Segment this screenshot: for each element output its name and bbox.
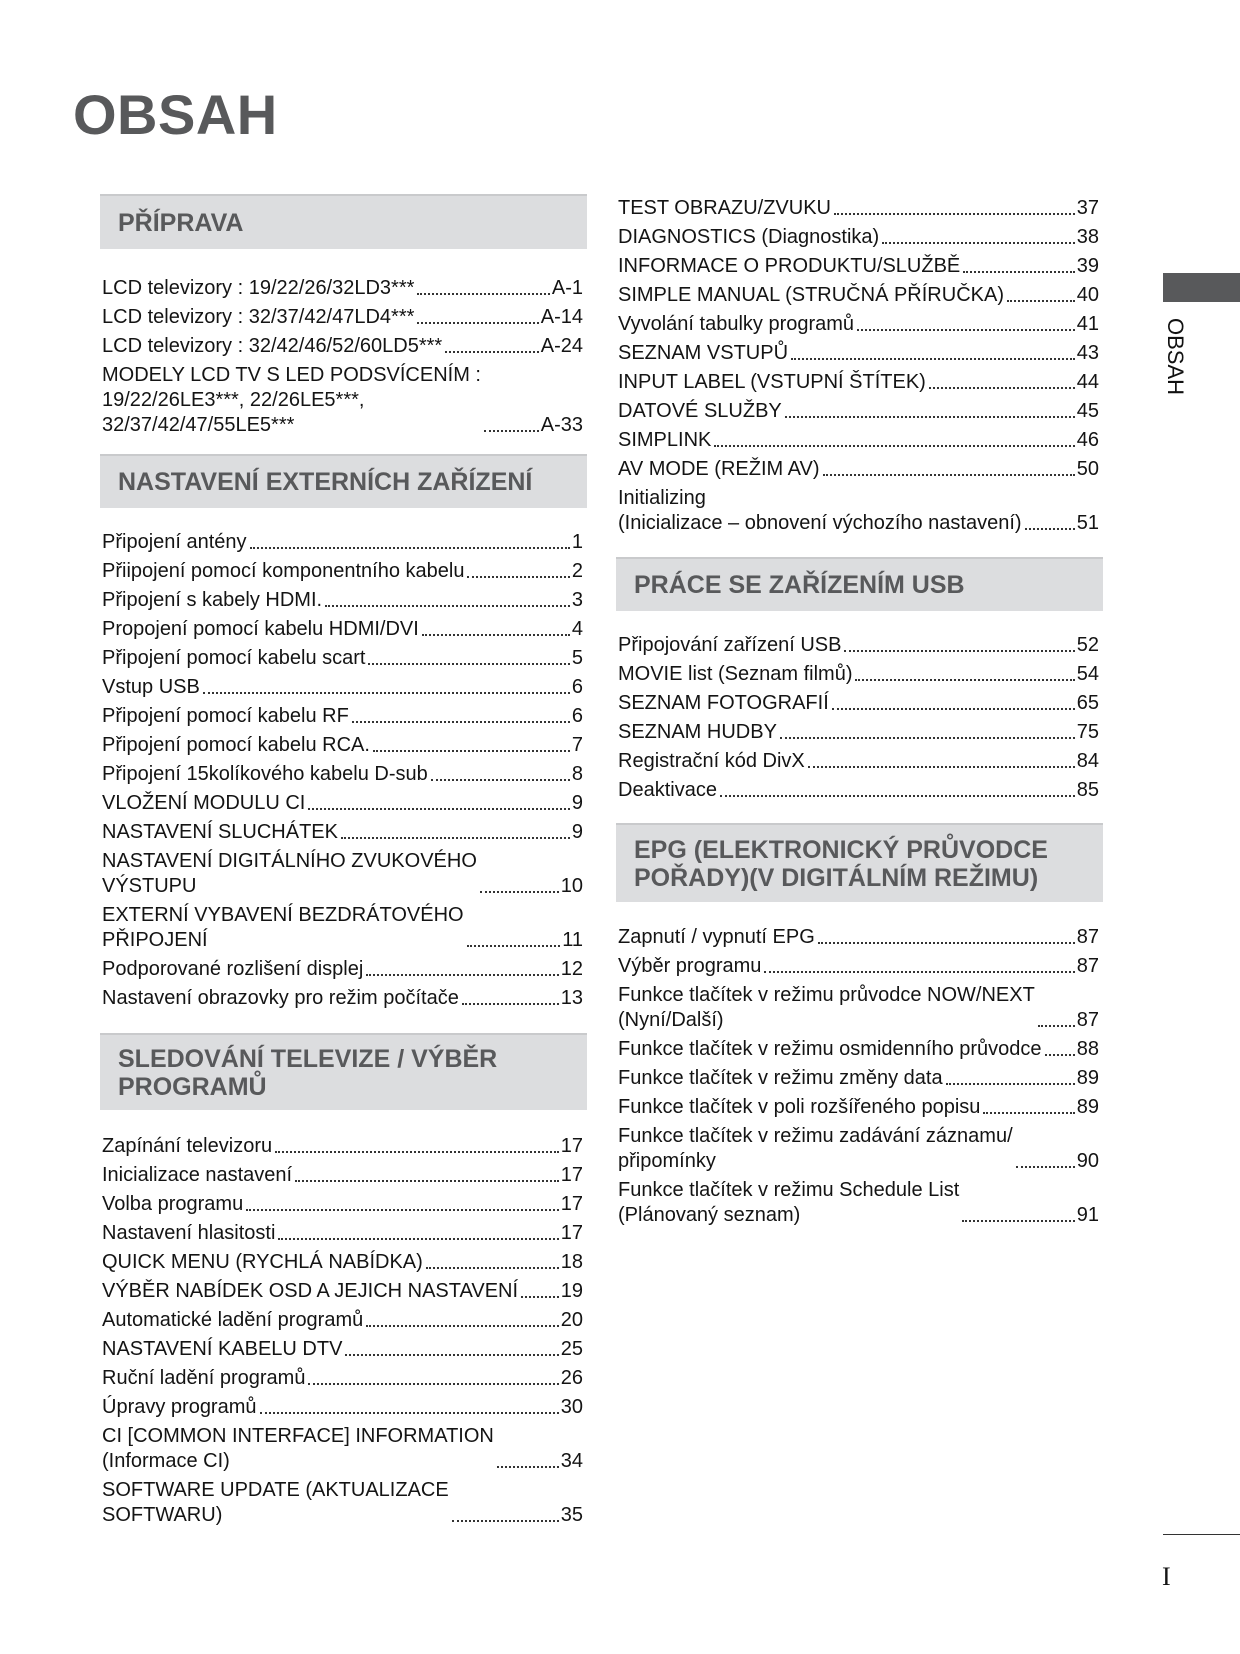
toc-entry[interactable] [102,1250,583,1275]
side-tab-label: OBSAH [1163,318,1188,396]
entry-title: Funkce tlačítek v režimu osmidenního průvodce [618,1038,1042,1060]
dot-leader [467,945,561,947]
entry-title: NASTAVENÍ SLUCHÁTEK [102,821,338,843]
entry-title: Automatické ladění programů [102,1309,364,1331]
entry-title: DIAGNOSTICS (Diagnostika) [618,226,880,248]
toc-entry[interactable] [102,903,583,953]
entry-title: Deaktivace [618,779,717,801]
toc-entry[interactable] [618,691,1099,716]
toc-entry[interactable] [102,704,583,729]
toc-entry[interactable] [102,530,583,555]
entry-list [616,925,1103,1228]
dot-leader [366,974,558,976]
entry-list [616,633,1103,803]
entry-page: 51 [1076,512,1099,534]
entry-page: 13 [560,987,583,1009]
toc-entry[interactable] [618,662,1099,687]
dot-leader [834,213,1075,215]
toc-entry[interactable] [618,633,1099,658]
dot-leader [983,1112,1074,1114]
entry-title: SIMPLINK [618,429,712,451]
toc-entry[interactable] [102,646,583,671]
toc-entry[interactable] [102,791,583,816]
toc-entry[interactable] [102,1366,583,1391]
entry-title: DATOVÉ SLUŽBY [618,400,782,422]
entry-title: Připojení pomocí kabelu RF [102,705,349,727]
entry-title: Úpravy programů [102,1396,257,1418]
entry-title: Funkce tlačítek v režimu průvodce NOW/NEXT (Nyní/Další) [618,984,1035,1031]
entry-page: 17 [560,1193,583,1215]
toc-section [616,823,1103,1232]
entry-page: 54 [1076,663,1099,685]
dot-leader [480,891,559,893]
section-heading: PŘÍPRAVA [100,194,587,249]
entry-page: 3 [571,589,583,611]
toc-section [100,1033,587,1532]
entry-title: Funkce tlačítek v režimu změny data [618,1067,943,1089]
toc-entry[interactable] [102,1163,583,1188]
entry-page: 75 [1076,721,1099,743]
entry-title: CI [COMMON INTERFACE] INFORMATION (Informace CI) [102,1425,494,1472]
section-heading: EPG (ELEKTRONICKÝ PRŮVODCE POŘADY)(V DIGITÁLNÍM REŽIMU) [616,823,1103,902]
entry-page: 6 [571,676,583,698]
dot-leader [714,445,1074,447]
entry-title: Připojení antény [102,531,247,553]
toc-entry[interactable] [102,1424,583,1474]
entry-title: Připojení s kabely HDMI. [102,589,323,611]
entry-page: 2 [571,560,583,582]
toc-entry[interactable] [618,254,1099,279]
entry-page: 50 [1076,458,1099,480]
entry-title: Připojení pomocí kabelu scart [102,647,366,669]
entry-page: 45 [1076,400,1099,422]
entry-page: 89 [1076,1096,1099,1118]
dot-leader [823,474,1075,476]
toc-entry[interactable] [102,617,583,642]
entry-page: 9 [571,821,583,843]
toc-entry[interactable] [618,954,1099,979]
entry-title: Nastavení obrazovky pro režim počítače [102,987,459,1009]
entry-page: 65 [1076,692,1099,714]
dot-leader [484,430,539,432]
toc-entry[interactable] [102,1395,583,1420]
entry-title: LCD televizory : 19/22/26/32LD3*** [102,277,415,299]
dot-leader [422,634,570,636]
toc-section [100,194,587,442]
dot-leader [791,358,1075,360]
dot-leader [720,795,1075,797]
toc-entry[interactable] [102,1478,583,1528]
dot-leader [818,942,1075,944]
entry-page: 85 [1076,779,1099,801]
entry-title: Volba programu [102,1193,244,1215]
toc-entry[interactable] [102,1134,583,1159]
page-title: OBSAH [73,83,278,146]
entry-title: Zapnutí / vypnutí EPG [618,926,815,948]
toc-entry[interactable] [102,559,583,584]
dot-leader [497,1466,559,1468]
toc-entry[interactable] [102,820,583,845]
dot-leader [521,1296,559,1298]
toc-entry[interactable] [102,986,583,1011]
entry-title: Nastavení hlasitosti [102,1222,276,1244]
toc-entry[interactable] [618,370,1099,395]
entry-title: Připojení pomocí kabelu RCA. [102,734,370,756]
toc-entry[interactable] [618,196,1099,221]
dot-leader [426,1267,559,1269]
entry-title: Zapínání televizoru [102,1135,273,1157]
section-heading: SLEDOVÁNÍ TELEVIZE / VÝBĚR PROGRAMŮ [100,1033,587,1110]
toc-entry[interactable] [618,925,1099,950]
entry-title: SEZNAM FOTOGRAFIÍ [618,692,829,714]
entry-list [100,276,587,438]
toc-entry[interactable] [618,1178,1099,1228]
entry-page: 87 [1076,955,1099,977]
entry-page: 17 [560,1164,583,1186]
toc-entry[interactable] [102,1308,583,1333]
entry-page: 35 [560,1504,583,1526]
dot-leader [1007,300,1075,302]
toc-entry[interactable] [618,486,1099,536]
dot-leader [295,1180,559,1182]
dot-leader [308,1383,558,1385]
toc-entry[interactable] [102,276,583,301]
entry-page: 46 [1076,429,1099,451]
dot-leader [857,329,1075,331]
entry-title: LCD televizory : 32/37/42/47LD4*** [102,306,415,328]
entry-page: 26 [560,1367,583,1389]
entry-page: 9 [571,792,583,814]
entry-title: INPUT LABEL (VSTUPNÍ ŠTÍTEK) [618,371,926,393]
dot-leader [417,293,549,295]
toc-entry[interactable] [102,1192,583,1217]
entry-title: Funkce tlačítek v režimu zadávání záznamu/ připomínky [618,1125,1013,1172]
entry-page: 89 [1076,1067,1099,1089]
dot-leader [844,650,1074,652]
entry-page: A-14 [540,306,583,328]
entry-page: 34 [560,1450,583,1472]
entry-page: 44 [1076,371,1099,393]
dot-leader [832,708,1075,710]
toc-entry[interactable] [618,1037,1099,1062]
entry-title: Ruční ladění programů [102,1367,306,1389]
entry-title: EXTERNÍ VYBAVENÍ BEZDRÁTOVÉHO PŘIPOJENÍ [102,904,464,951]
dot-leader [366,1325,559,1327]
toc-entry[interactable] [102,334,583,359]
entry-title: Výběr programu [618,955,762,977]
entry-title: Připojování zařízení USB [618,634,842,656]
dot-leader [345,1354,558,1356]
entry-page: 41 [1076,313,1099,335]
section-heading: NASTAVENÍ EXTERNÍCH ZAŘÍZENÍ [100,454,587,508]
dot-leader [246,1209,559,1211]
entry-page: 5 [571,647,583,669]
dot-leader [250,547,570,549]
dot-leader [325,605,570,607]
entry-page: 17 [560,1222,583,1244]
entry-title: SOFTWARE UPDATE (AKTUALIZACE SOFTWARU) [102,1479,449,1526]
toc-section [616,196,1103,540]
entry-title: VÝBĚR NABÍDEK OSD A JEJICH NASTAVENÍ [102,1280,519,1302]
toc-entry[interactable] [102,305,583,330]
entry-page: 6 [571,705,583,727]
entry-title: MOVIE list (Seznam filmů) [618,663,853,685]
dot-leader [462,1003,559,1005]
entry-list [100,1134,587,1528]
entry-page: 20 [560,1309,583,1331]
dot-leader [1038,1025,1075,1027]
toc-entry[interactable] [102,733,583,758]
entry-list [616,196,1103,536]
toc-entry[interactable] [618,399,1099,424]
entry-page: 43 [1076,342,1099,364]
entry-page: 84 [1076,750,1099,772]
entry-title: Funkce tlačítek v poli rozšířeného popisu [618,1096,981,1118]
dot-leader [764,971,1074,973]
entry-title: Vyvolání tabulky programů [618,313,855,335]
dot-leader [1025,528,1075,530]
toc-entry[interactable] [102,675,583,700]
dot-leader [368,663,569,665]
entry-title: NASTAVENÍ DIGITÁLNÍHO ZVUKOVÉHO VÝSTUPU [102,850,477,897]
dot-leader [275,1151,559,1153]
toc-entry[interactable] [102,1221,583,1246]
dot-leader [963,271,1074,273]
entry-page: 87 [1076,1009,1099,1031]
entry-title: Podporované rozlišení displej [102,958,364,980]
toc-entry[interactable] [618,1066,1099,1091]
entry-page: A-1 [551,277,583,299]
dot-leader [962,1220,1074,1222]
entry-title: Přiipojení pomocí komponentního kabelu [102,560,465,582]
entry-title: MODELY LCD TV S LED PODSVÍCENÍM : 19/22/26LE3***, 22/26LE5***, 32/37/42/47/55LE5*** [102,364,481,436]
entry-page: 7 [571,734,583,756]
entry-title: NASTAVENÍ KABELU DTV [102,1338,343,1360]
entry-page: 11 [562,929,583,951]
entry-title: Vstup USB [102,676,200,698]
toc-section [616,557,1103,807]
toc-entry[interactable] [618,428,1099,453]
dot-leader [352,721,570,723]
entry-title: INFORMACE O PRODUKTU/SLUŽBĚ [618,255,961,277]
dot-leader [308,808,570,810]
entry-page: 12 [560,958,583,980]
toc-entry[interactable] [618,778,1099,803]
dot-leader [1045,1054,1075,1056]
footer-divider [1163,1534,1240,1535]
side-tab-marker [1163,273,1240,302]
section-heading: PRÁCE SE ZAŘÍZENÍM USB [616,557,1103,611]
dot-leader [808,766,1075,768]
dot-leader [946,1083,1075,1085]
entry-title: SEZNAM VSTUPŮ [618,342,789,364]
toc-entry[interactable] [102,1279,583,1304]
entry-page: 10 [560,875,583,897]
toc-entry[interactable] [618,225,1099,250]
entry-page: 39 [1076,255,1099,277]
toc-entry[interactable] [102,957,583,982]
toc-entry[interactable] [618,1124,1099,1174]
dot-leader [929,387,1075,389]
toc-entry[interactable] [102,588,583,613]
dot-leader [341,837,570,839]
dot-leader [373,750,570,752]
entry-page: 87 [1076,926,1099,948]
entry-page: 4 [571,618,583,640]
entry-page: 91 [1076,1204,1099,1226]
dot-leader [431,779,570,781]
entry-page: 40 [1076,284,1099,306]
entry-title: VLOŽENÍ MODULU CI [102,792,306,814]
entry-title: Propojení pomocí kabelu HDMI/DVI [102,618,419,640]
entry-title: Inicializace nastavení [102,1164,293,1186]
dot-leader [882,242,1075,244]
entry-title: QUICK MENU (RYCHLÁ NABÍDKA) [102,1251,423,1273]
entry-page: 38 [1076,226,1099,248]
dot-leader [452,1520,559,1522]
entry-title: SIMPLE MANUAL (STRUČNÁ PŘÍRUČKA) [618,284,1004,306]
entry-page: 1 [571,531,583,553]
dot-leader [417,322,538,324]
toc-entry[interactable] [102,849,583,899]
page-number: I [1162,1562,1171,1591]
toc-entry[interactable] [102,363,583,438]
entry-list [100,530,587,1011]
dot-leader [445,351,539,353]
entry-title: Initializing (Inicializace – obnovení výchozího nastavení) [618,487,1022,534]
entry-page: 90 [1076,1150,1099,1172]
entry-page: A-33 [540,414,583,436]
entry-page: 19 [560,1280,583,1302]
dot-leader [260,1412,559,1414]
toc-section [100,454,587,1015]
entry-title: LCD televizory : 32/42/46/52/60LD5*** [102,335,443,357]
entry-page: 18 [560,1251,583,1273]
dot-leader [1016,1166,1075,1168]
entry-page: A-24 [540,335,583,357]
entry-page: 30 [560,1396,583,1418]
entry-title: Připojení 15kolíkového kabelu D-sub [102,763,428,785]
dot-leader [203,692,570,694]
toc-entry[interactable] [102,762,583,787]
entry-page: 88 [1076,1038,1099,1060]
toc-entry[interactable] [618,457,1099,482]
dot-leader [278,1238,558,1240]
toc-entry[interactable] [618,749,1099,774]
entry-title: TEST OBRAZU/ZVUKU [618,197,831,219]
entry-title: Funkce tlačítek v režimu Schedule List (Plánovaný seznam) [618,1179,960,1226]
dot-leader [855,679,1074,681]
toc-entry[interactable] [618,1095,1099,1120]
entry-page: 8 [571,763,583,785]
toc-entry[interactable] [618,283,1099,308]
entry-page: 52 [1076,634,1099,656]
entry-page: 25 [560,1338,583,1360]
entry-title: SEZNAM HUDBY [618,721,777,743]
toc-entry[interactable] [102,1337,583,1362]
toc-entry[interactable] [618,720,1099,745]
entry-title: Registrační kód DivX [618,750,805,772]
toc-entry[interactable] [618,983,1099,1033]
entry-page: 37 [1076,197,1099,219]
toc-entry[interactable] [618,312,1099,337]
entry-page: 17 [560,1135,583,1157]
dot-leader [785,416,1075,418]
dot-leader [467,576,569,578]
dot-leader [780,737,1075,739]
toc-entry[interactable] [618,341,1099,366]
entry-title: AV MODE (REŽIM AV) [618,458,820,480]
